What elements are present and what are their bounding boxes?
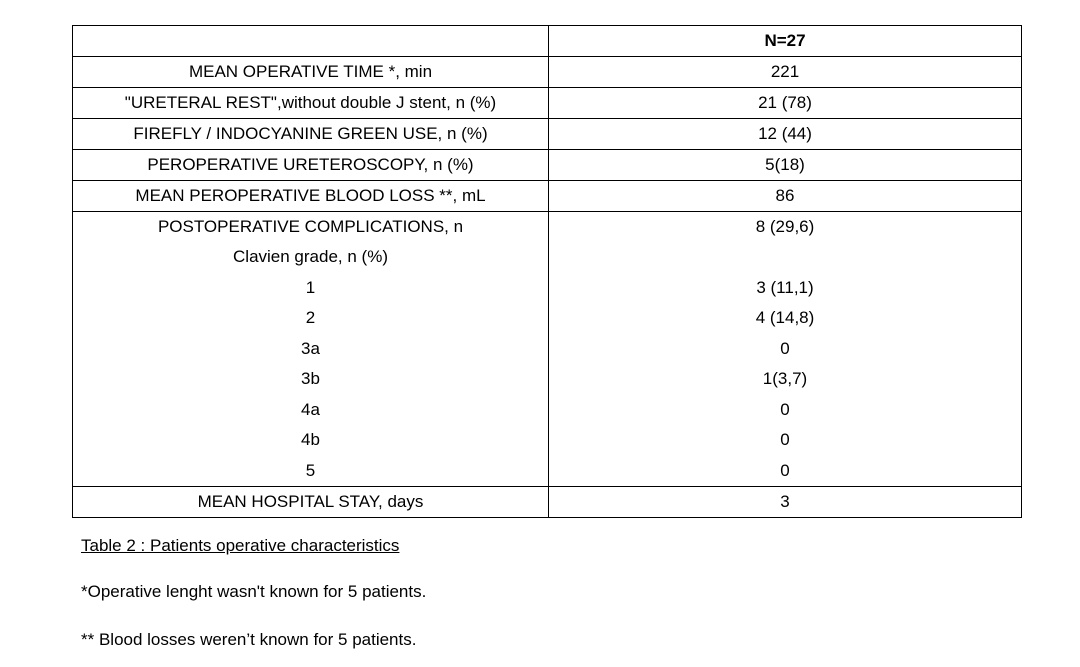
footnote-operative-time: *Operative lenght wasn't known for 5 patients. [81,582,427,601]
complications-row [73,212,1022,243]
table-row [73,88,1022,119]
clavien-grade-value-empty [549,242,1022,273]
row-value: 21 (78) [549,88,1022,119]
clavien-grade-row [73,364,1022,395]
clavien-grade-row [73,273,1022,304]
grade-value: 0 [549,425,1022,456]
grade-label: 3b [73,364,549,395]
row-label: "URETERAL REST",without double J stent, n (%) [73,88,549,119]
header-cell-label [73,26,549,57]
row-value: 3 [549,487,1022,518]
grade-value: 4 (14,8) [549,303,1022,334]
clavien-grade-label: Clavien grade, n (%) [73,242,549,273]
complications-value: 8 (29,6) [549,212,1022,243]
footnote-blood-loss: ** Blood losses weren’t known for 5 patients. [81,630,417,649]
row-value: 5(18) [549,150,1022,181]
grade-value: 1(3,7) [549,364,1022,395]
complications-label: POSTOPERATIVE COMPLICATIONS, n [73,212,549,243]
row-label: MEAN PEROPERATIVE BLOOD LOSS **, mL [73,181,549,212]
grade-value: 3 (11,1) [549,273,1022,304]
clavien-grade-row [73,395,1022,426]
grade-label: 3a [73,334,549,365]
grade-label: 2 [73,303,549,334]
row-value: 86 [549,181,1022,212]
operative-characteristics-table [72,25,1022,518]
grade-label: 4a [73,395,549,426]
clavien-grade-row [73,303,1022,334]
grade-label: 4b [73,425,549,456]
table-row [73,57,1022,88]
row-label: MEAN HOSPITAL STAY, days [73,487,549,518]
table-row [73,150,1022,181]
row-value: 12 (44) [549,119,1022,150]
grade-value: 0 [549,456,1022,487]
grade-value: 0 [549,395,1022,426]
row-label: PEROPERATIVE URETEROSCOPY, n (%) [73,150,549,181]
table-row [73,119,1022,150]
row-value: 221 [549,57,1022,88]
clavien-grade-header-row [73,242,1022,273]
clavien-grade-row [73,425,1022,456]
row-label: MEAN OPERATIVE TIME *, min [73,57,549,88]
table-header-row [73,26,1022,57]
clavien-grade-row [73,456,1022,487]
table-row [73,181,1022,212]
grade-label: 1 [73,273,549,304]
header-cell-n: N=27 [549,26,1022,57]
grade-value: 0 [549,334,1022,365]
clavien-grade-row [73,334,1022,365]
row-label: FIREFLY / INDOCYANINE GREEN USE, n (%) [73,119,549,150]
hospital-stay-row [73,487,1022,518]
grade-label: 5 [73,456,549,487]
table-caption: Table 2 : Patients operative characteristics [81,536,400,555]
